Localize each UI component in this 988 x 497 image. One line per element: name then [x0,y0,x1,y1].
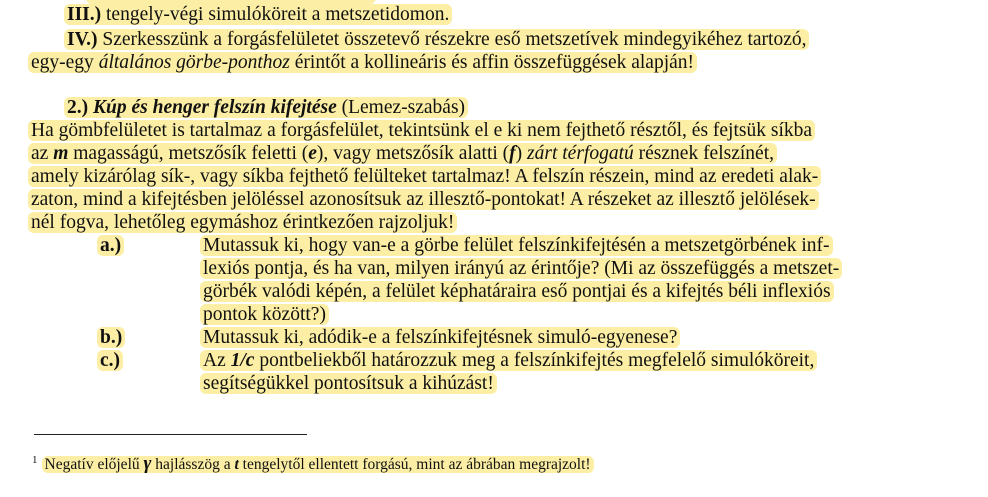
footnote-t: t [234,456,239,473]
footnote-text-c: tengelytől ellentett forgású, mint az ábrában megrajzolt! [238,456,591,473]
para-line-2-end: résznek felszínét, [633,143,774,164]
sub-item-c-line-2 [200,372,497,395]
item-iv-text-b-em: általános görbe-ponthoz [98,52,290,73]
para-var-f: f [509,143,516,164]
para-var-e: e [308,143,317,164]
para-line-4-text: zaton, mind a kifejtésben jelöléssel azonosítsuk az illesztő-pontokat! A részeket az illesztő jelölések- [28,189,819,210]
sub-item-c-label [97,349,123,372]
section-2-para-line-3 [28,165,821,188]
section-2-para-line-5 [28,211,457,234]
sub-item-a-line-2 [200,257,842,280]
para-line-3-text: amely kizárólag sík-, vagy síkba fejthető felülteket tartalmaz! A felszín részein, mind az eredeti alak- [28,166,821,187]
sub-item-c-text-1b: pontbeliekből határozzuk meg a felszínkifejtés megfelelő simulóköreit, [254,350,815,371]
sub-item-c-marker: c.) [97,350,123,371]
item-iv-text-b-pre: egy-egy [31,52,99,73]
sub-item-a-line-3 [200,280,834,303]
item-iv-number: IV.) [67,29,98,50]
item-iii-number: III.) [67,4,102,25]
sub-item-c-text-1a: Az [203,350,231,371]
item-iii-text: tengely-végi simulóköreit a metszetidomon. [101,4,450,25]
footnote-gamma: γ [143,453,152,474]
para-var-m: m [53,143,69,164]
para-line-2-a: az [31,143,54,164]
sub-item-c-fraction: 1/c [230,350,255,371]
para-line-1-text: Ha gömbfelületet is tartalmaz a forgásfelület, tekintsünk el e ki nem fejthető résztől, és fejtsük síkba [28,120,815,141]
item-iv-text-a: Szerkesszünk a forgásfelületet összetevő részekre eső metszetívek mindegyikéhez tartozó, [97,29,807,50]
sub-item-a-line-4 [200,303,329,326]
section-2-number: 2.) [67,97,89,118]
section-2-para-line-2 [28,142,777,165]
footnote-marker: 1 [32,454,38,466]
item-iv-line-2 [28,51,697,74]
sub-item-b-text-1: Mutassuk ki, adódik-e a felszínkifejtésnek simuló-egyenese? [200,327,680,348]
sub-item-b-label [97,326,125,349]
sub-item-a-line-1 [200,234,833,257]
para-closed-volume: zárt térfogatú [527,143,634,164]
footnote [32,450,594,475]
item-iii-line [64,3,452,26]
sub-item-c-text-2: segítségükkel pontosítsuk a kihúzást! [200,373,497,394]
para-line-2-b: magasságú, metszősík feletti ( [68,143,309,164]
section-2-para-line-1 [28,119,815,142]
sub-item-a-text-4: pontok között?) [200,304,329,325]
item-iv-line-1 [64,28,809,51]
para-line-2-c: ), vagy metszősík alatti ( [316,143,510,164]
sub-item-b-marker: b.) [97,327,125,348]
footnote-rule [34,434,307,435]
item-iv-text-b-post: érintőt a kollineáris és affin összefüggések alapján! [289,52,695,73]
sub-item-c-line-1 [200,349,817,372]
section-2-title: Kúp és henger felszín kifejtése [93,97,337,118]
section-2-para-line-4 [28,188,819,211]
sub-item-a-text-1: Mutassuk ki, hogy van-e a görbe felület felszínkifejtésén a metszetgörbének inf- [200,235,833,256]
section-2-subtitle: (Lemez-szabás) [336,97,466,118]
para-line-5-text: nél fogva, lehetőleg egymáshoz érintkezően rajzoljuk! [28,212,457,233]
sub-item-a-text-3: görbék valódi képén, a felület képhatáraira eső pontjai és a kifejtés béli inflexiós [200,281,834,302]
section-2-heading [64,96,468,119]
sub-item-a-marker: a.) [97,235,124,256]
sub-item-b-line-1 [200,326,680,349]
footnote-text-b: hajlásszög a [151,456,235,473]
sub-item-a-label [97,234,124,257]
footnote-text-a: Negatív előjelű [44,456,144,473]
sub-item-a-text-2: lexiós pontja, és ha van, milyen irányú az érintője? (Mi az összefüggés a metszet- [200,258,842,279]
para-line-2-d: ) [515,143,528,164]
